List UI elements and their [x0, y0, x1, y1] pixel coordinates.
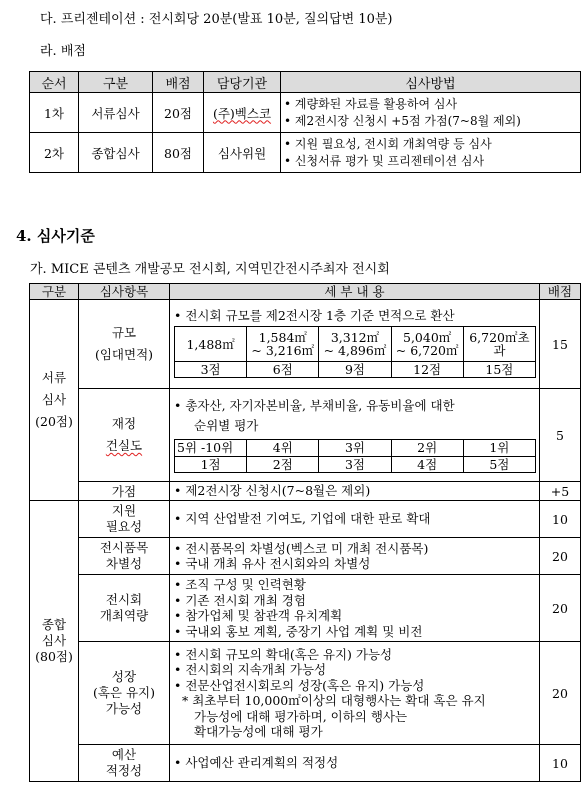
table-row	[30, 642, 581, 745]
detail-bonus: • 제2전시장 신청시(7~8월은 제외)	[170, 482, 540, 501]
points-cell: 12점	[391, 362, 463, 378]
header-kind: 구분	[79, 72, 153, 93]
points-cell: 9점	[319, 362, 391, 378]
header-score: 배점	[153, 72, 204, 93]
score-budget: 10	[540, 745, 581, 782]
row-order: 2차	[30, 133, 79, 173]
group-doc-review: 서류 심사 (20점)	[30, 300, 79, 501]
criteria-table	[29, 283, 581, 782]
row-kind: 종합심사	[79, 133, 153, 173]
score-finance: 5	[540, 389, 581, 482]
points-cell: 4점	[391, 456, 463, 472]
row-score: 80점	[153, 133, 204, 173]
row-org: 심사위원	[204, 133, 281, 173]
item-budget: 예산 적정성	[79, 745, 170, 782]
range-cell: 3,312㎡ ~ 4,896㎡	[319, 327, 391, 362]
detail-scale: • 전시회 규모를 제2전시장 1층 기준 면적으로 환산 1,488㎡ 1,584㎡ ~ 3,216㎡ 3,312㎡ ~ 4,896㎡ 5,040㎡ ~ 6,720㎡ 6,720㎡초과 3점 6점 9점 12점 15점	[170, 300, 540, 389]
score-growth: 20	[540, 642, 581, 745]
method-line: • 신청서류 평가 및 프리젠테이션 심사	[284, 153, 485, 168]
points-cell: 2점	[247, 456, 319, 472]
score-capability: 20	[540, 575, 581, 642]
range-cell: 1,488㎡	[175, 327, 247, 362]
detail-budget: • 사업예산 관리계획의 적정성	[170, 745, 540, 782]
table-row	[30, 745, 581, 782]
header-score: 배점	[540, 284, 581, 300]
item-scale: 규모 (임대면적)	[79, 300, 170, 389]
header-detail: 세 부 내 용	[170, 284, 540, 300]
points-cell: 5점	[463, 456, 535, 472]
points-cell: 1점	[175, 456, 247, 472]
row-org	[204, 93, 281, 133]
score-table	[29, 71, 581, 173]
table-row	[30, 93, 581, 133]
points-cell: 15점	[463, 362, 535, 378]
score-scale: 15	[540, 300, 581, 389]
header-org: 담당기관	[204, 72, 281, 93]
detail-capability: • 조직 구성 및 인력현황 • 기존 전시회 개최 경험 • 참가업체 및 참관객 유치계획 • 국내외 홍보 계획, 중장기 사업 계획 및 비전	[170, 575, 540, 642]
points-cell: 6점	[247, 362, 319, 378]
row-method	[281, 133, 581, 173]
table-row	[30, 133, 581, 173]
header-order: 순서	[30, 72, 79, 93]
header-group: 구분	[30, 284, 79, 300]
group-total-review: 종합 심사 (80점)	[30, 501, 79, 782]
rank-cell: 3위	[319, 439, 391, 456]
score-differentiation: 20	[540, 538, 581, 575]
points-cell: 3점	[175, 362, 247, 378]
score-table-header	[30, 72, 581, 93]
range-cell: 1,584㎡ ~ 3,216㎡	[247, 327, 319, 362]
rank-cell: 5위 -10위	[175, 439, 247, 456]
criteria-table-header	[30, 284, 581, 300]
score-bonus: +5	[540, 482, 581, 501]
rank-cell: 4위	[247, 439, 319, 456]
points-cell: 3점	[319, 456, 391, 472]
row-kind: 서류심사	[79, 93, 153, 133]
method-line: • 제2전시장 신청시 +5점 가점(7~8월 제외)	[284, 113, 521, 128]
item-capability: 전시회 개최역량	[79, 575, 170, 642]
row-method	[281, 93, 581, 133]
scale-range-table	[174, 326, 536, 378]
range-cell: 5,040㎡ ~ 6,720㎡	[391, 327, 463, 362]
detail-growth: • 전시회 규모의 확대(혹은 유지) 가능성 • 전시회의 지속개최 가능성 • 전문산업전시회로의 성장(혹은 유지) 가능성 * 최초부터 10,000㎡이상의 대형행사는 확대 혹은 유지 가능성에 대해 평가하며, 이하의 행사는 확대가능성에 대해 평가	[170, 642, 540, 745]
scoring-heading: 라. 배점	[40, 44, 86, 59]
item-necessity: 지원 필요성	[79, 501, 170, 538]
table-row	[30, 482, 581, 501]
table-row	[30, 575, 581, 642]
presentation-text: 다. 프리젠테이션 : 전시회당 20분(발표 10분, 질의답변 10분)	[40, 12, 393, 27]
item-growth: 성장 (혹은 유지) 가능성	[79, 642, 170, 745]
table-row	[30, 538, 581, 575]
rank-cell: 1위	[463, 439, 535, 456]
section-subtitle: 가. MICE 콘텐츠 개발공모 전시회, 지역민간전시주최자 전시회	[30, 262, 390, 277]
header-method: 심사방법	[281, 72, 581, 93]
detail-finance: • 총자산, 자기자본비율, 부채비율, 유동비율에 대한 순위별 평가 5위 -10위 4위 3위 2위 1위 1점 2점 3점 4점 5점	[170, 389, 540, 482]
method-line: • 지원 필요성, 전시회 개최역량 등 심사	[284, 136, 492, 151]
item-bonus: 가점	[79, 482, 170, 501]
section-title: 4. 심사기준	[16, 227, 95, 245]
table-row	[30, 389, 581, 482]
detail-differentiation: • 전시품목의 차별성(벡스코 미 개최 전시품목) • 국내 개최 유사 전시회와의 차별성	[170, 538, 540, 575]
finance-rank-table	[174, 439, 536, 473]
table-row	[30, 501, 581, 538]
detail-necessity: • 지역 산업발전 기여도, 기업에 대한 판로 확대	[170, 501, 540, 538]
row-org-text: (주)벡스코	[212, 105, 272, 121]
table-row	[30, 300, 581, 389]
row-score: 20점	[153, 93, 204, 133]
method-line: • 계량화된 자료를 활용하여 심사	[284, 96, 458, 111]
row-order: 1차	[30, 93, 79, 133]
item-differentiation: 전시품목 차별성	[79, 538, 170, 575]
item-finance: 재정 건실도	[79, 389, 170, 482]
range-cell: 6,720㎡초과	[463, 327, 535, 362]
rank-cell: 2위	[391, 439, 463, 456]
score-necessity: 10	[540, 501, 581, 538]
header-item: 심사항목	[79, 284, 170, 300]
